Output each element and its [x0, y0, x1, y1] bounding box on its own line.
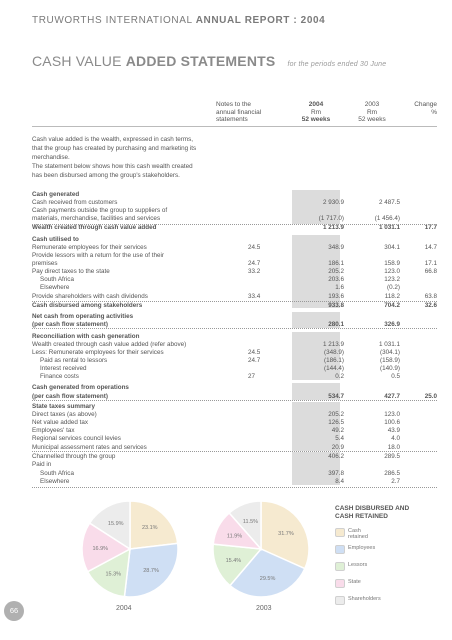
col-change-line: Change — [414, 101, 437, 108]
col-change-header — [400, 101, 437, 116]
row-label: Interest received — [40, 365, 87, 372]
value-2004: 49.2 — [331, 427, 344, 434]
col-2003-line: 52 weeks — [358, 116, 386, 123]
legend-label: Lessors — [348, 562, 368, 568]
row-label: Cash generated from operations — [32, 384, 129, 391]
value-2004: 534.7 — [328, 393, 344, 400]
header-rule — [32, 126, 437, 127]
value-2003: 43.9 — [387, 427, 400, 434]
row-label: premises — [32, 260, 58, 267]
value-2004: 280.1 — [328, 321, 344, 328]
pie-slice-label: 11.9% — [226, 533, 243, 540]
legend-swatch — [335, 562, 345, 571]
value-2004: 205.2 — [328, 411, 344, 418]
chart-divider — [32, 487, 437, 488]
value-2004: 8.4 — [335, 478, 344, 485]
value-2003: 289.5 — [384, 453, 400, 460]
pie-2003 — [213, 501, 309, 597]
pie-slice-label: 11.5% — [242, 519, 259, 526]
title-subtitle: for the periods ended 30 June — [287, 61, 387, 68]
pie-2004 — [82, 501, 178, 597]
legend-swatch — [335, 579, 345, 588]
row-label: Direct taxes (as above) — [32, 411, 97, 418]
change-percent: 63.8 — [424, 293, 437, 300]
value-2004: 933.8 — [328, 302, 344, 309]
value-2004: 1 213.9 — [322, 224, 344, 231]
value-2003: 1 031.1 — [378, 341, 400, 348]
row-label: Net value added tax — [32, 419, 89, 426]
value-2004: (348.9) — [324, 349, 344, 356]
col-2004-line: Rm — [310, 108, 322, 116]
value-2004: 2 930.9 — [322, 199, 344, 206]
row-label: Net cash from operating activities — [32, 313, 134, 320]
row-label: (per cash flow statement) — [32, 393, 108, 400]
row-label: Wealth created through cash value added (refer above) — [32, 341, 187, 348]
row-label: Channelled through the group — [32, 453, 116, 460]
value-2004: (186.1) — [324, 357, 344, 364]
chart-label-2003: 2003 — [256, 605, 272, 612]
value-2003: (0.2) — [387, 284, 400, 291]
row-label: Paid in — [32, 461, 52, 468]
table-row — [32, 372, 437, 381]
row-label: Employees' tax — [32, 427, 75, 434]
pie-slice-label: 31.7% — [278, 530, 294, 537]
col-2003-line: Rm — [366, 108, 378, 116]
change-percent: 14.7 — [424, 244, 437, 251]
value-2003: 123.0 — [384, 268, 400, 275]
row-label: Elsewhere — [40, 284, 70, 291]
row-label: Less: Remunerate employees for their services — [32, 349, 164, 356]
pie-slice-label: 29.5% — [259, 576, 276, 583]
page-title — [32, 53, 386, 69]
row-label: Municipal assessment rates and services — [32, 444, 147, 451]
row-note: 24.7 — [248, 260, 261, 267]
row-label: Cash received from customers — [32, 199, 118, 206]
value-2004: 0.2 — [335, 373, 344, 380]
value-2003: (304.1) — [380, 349, 400, 356]
title-part-a: CASH VALUE — [32, 53, 126, 69]
table-row — [32, 283, 437, 292]
row-separator — [32, 301, 437, 302]
value-2003: 118.2 — [384, 293, 400, 300]
legend-title — [335, 505, 409, 521]
row-separator — [32, 224, 437, 225]
pie-slice-label: 16.9% — [92, 545, 109, 552]
change-percent: 25.0 — [424, 393, 437, 400]
value-2004: 203.6 — [328, 276, 344, 283]
value-2004: (144.4) — [324, 365, 344, 372]
pie-slice-label: 28.7% — [143, 568, 159, 575]
row-label: Cash generated — [32, 191, 80, 198]
title-part-b: ADDED STATEMENTS — [125, 53, 276, 69]
row-note: 24.7 — [248, 357, 261, 364]
row-label: (per cash flow statement) — [32, 321, 108, 328]
value-2004: 193.6 — [328, 293, 344, 300]
value-2004: 1 213.9 — [322, 341, 344, 348]
table-row — [32, 301, 437, 310]
value-2003: 286.5 — [384, 470, 400, 477]
intro-paragraph-1: Cash value added is the wealth, expressed in cash terms, that the group has created by purchasing and marketing its merchandise. — [32, 136, 197, 161]
change-percent: 17.7 — [424, 224, 437, 231]
value-2003: 123.0 — [384, 411, 400, 418]
row-label: Cash disbursed among stakeholders — [32, 302, 143, 309]
legend-swatch — [335, 596, 345, 605]
value-2003: 2.7 — [391, 478, 400, 485]
pie-slice-label: 23.1% — [141, 524, 158, 531]
col-2004-header — [292, 101, 340, 124]
value-2004: 406.2 — [328, 453, 344, 460]
row-label: Remunerate employees for their services — [32, 244, 147, 251]
table-row — [32, 214, 437, 223]
col-change-line: % — [431, 108, 437, 116]
value-2003: 2 487.5 — [378, 199, 400, 206]
legend-label: Shareholders — [348, 596, 381, 602]
value-2003: 704.2 — [384, 302, 400, 309]
row-label: Cash utilised to — [32, 236, 79, 243]
value-2004: 397.8 — [328, 470, 344, 477]
col-2004-line: 52 weeks — [301, 116, 331, 123]
value-2004: 20.9 — [331, 444, 344, 451]
value-2003: 326.9 — [384, 321, 400, 328]
report-name: ANNUAL REPORT : 2004 — [195, 15, 326, 26]
value-2003: 158.9 — [384, 260, 400, 267]
report-header — [32, 15, 325, 26]
row-separator — [32, 451, 437, 452]
change-percent: 32.6 — [424, 302, 437, 309]
col-notes-header — [216, 101, 276, 124]
row-note: 33.2 — [248, 268, 261, 275]
pie-slice-label: 15.9% — [107, 520, 124, 527]
legend-swatch — [335, 528, 345, 537]
change-percent: 17.1 — [424, 260, 437, 267]
value-2003: (140.9) — [380, 365, 400, 372]
legend-swatch — [335, 545, 345, 554]
value-2003: 100.6 — [384, 419, 400, 426]
row-label: Regional services council levies — [32, 435, 121, 442]
intro-paragraph-2: The statement below shows how this cash wealth created has been disbursed among the group's stakeholders. — [32, 163, 193, 179]
value-2004: 5.4 — [335, 435, 344, 442]
value-2004: 1.6 — [335, 284, 344, 291]
value-2003: (1 456.4) — [374, 215, 400, 222]
row-note: 24.5 — [248, 244, 261, 251]
row-label: Provide lessors with a return for the use of their — [32, 252, 164, 259]
row-label: State taxes summary — [32, 403, 96, 410]
company-name: TRUWORTHS INTERNATIONAL — [32, 15, 193, 26]
value-2003: 4.0 — [391, 435, 400, 442]
change-percent: 66.8 — [424, 268, 437, 275]
legend-label: State — [348, 579, 361, 585]
row-separator — [32, 400, 437, 401]
col-notes-line: statements — [216, 116, 248, 123]
value-2003: 304.1 — [384, 244, 400, 251]
pie-slice-label: 15.4% — [225, 558, 242, 565]
legend-title-line: CASH RETAINED — [335, 513, 388, 520]
table-row — [32, 292, 437, 301]
table-row — [32, 460, 437, 469]
row-label: Wealth created through cash value added — [32, 224, 157, 231]
row-label: Pay direct taxes to the state — [32, 268, 110, 275]
col-notes-line: annual financial — [216, 108, 262, 116]
pie-slice-label: 15.3% — [105, 571, 122, 578]
legend-label: Employees — [348, 545, 376, 551]
value-2003: 1 031.1 — [378, 224, 400, 231]
value-2004: 205.2 — [328, 268, 344, 275]
value-2004: 186.1 — [328, 260, 344, 267]
chart-label-2004: 2004 — [116, 605, 132, 612]
value-2004: 126.5 — [328, 419, 344, 426]
col-2003-line: 2003 — [364, 101, 380, 108]
value-2003: (158.9) — [380, 357, 400, 364]
table-row — [32, 477, 437, 486]
row-note: 27 — [248, 373, 256, 380]
col-notes-line: Notes to the — [216, 101, 252, 108]
row-label: Paid as rental to lessors — [40, 357, 108, 364]
row-label: Reconciliation with cash generation — [32, 333, 140, 340]
value-2003: 427.7 — [384, 393, 400, 400]
table-row — [32, 383, 437, 392]
value-2004: (1 717.0) — [318, 215, 344, 222]
row-label: Cash payments outside the group to suppliers of — [32, 207, 168, 214]
row-label: Provide shareholders with cash dividends — [32, 293, 148, 300]
value-2003: 0.5 — [391, 373, 400, 380]
page-number: 66 — [4, 601, 24, 621]
legend-label: Cash retained — [348, 528, 368, 540]
row-label: Elsewhere — [40, 478, 70, 485]
row-separator — [32, 328, 437, 329]
col-2004-line: 2004 — [308, 101, 324, 108]
col-2003-header — [348, 101, 396, 124]
row-label: materials, merchandise, facilities and services — [32, 215, 161, 222]
value-2004: 348.9 — [328, 244, 344, 251]
row-label: Finance costs — [40, 373, 79, 380]
table-row — [32, 434, 437, 443]
row-label: South Africa — [40, 470, 74, 477]
row-label: South Africa — [40, 276, 74, 283]
legend-title-line: CASH DISBURSED AND — [335, 505, 410, 512]
value-2003: 18.0 — [387, 444, 400, 451]
row-note: 24.5 — [248, 349, 261, 356]
row-note: 33.4 — [248, 293, 261, 300]
value-2003: 123.2 — [384, 276, 400, 283]
